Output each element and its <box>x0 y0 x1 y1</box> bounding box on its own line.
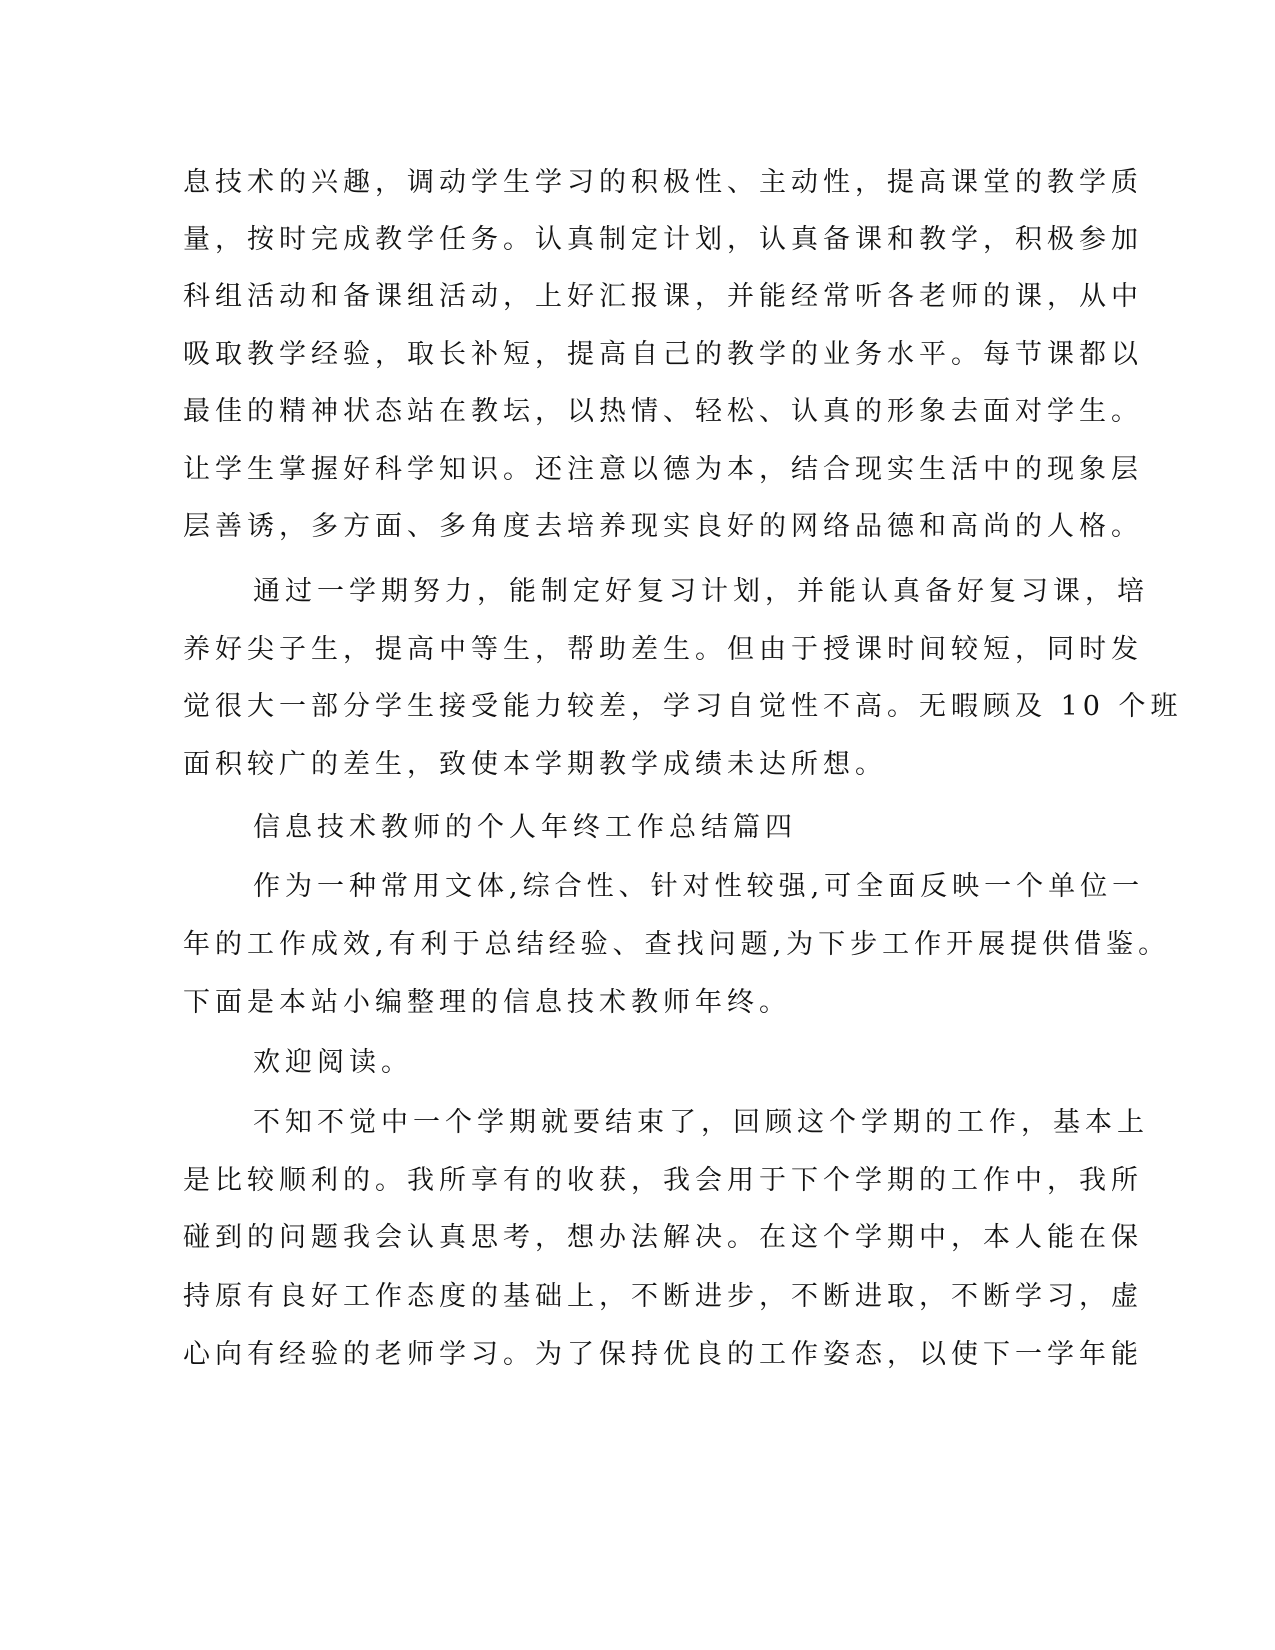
text-line-18: 是比较顺利的。我所享有的收获，我会用于下个学期的工作中，我所 <box>183 1165 1143 1196</box>
text-line-13: 作为一种常用文体,综合性、针对性较强,可全面反映一个单位一 <box>253 871 1145 902</box>
text-line-4: 吸取教学经验，取长补短，提高自己的教学的业务水平。每节课都以 <box>183 339 1143 370</box>
text-line-11: 面积较广的差生，致使本学期教学成绩未达所想。 <box>183 749 887 780</box>
text-line-16: 欢迎阅读。 <box>253 1047 413 1078</box>
text-line-20: 持原有良好工作态度的基础上，不断进步，不断进取，不断学习，虚 <box>183 1281 1143 1312</box>
section-heading: 信息技术教师的个人年终工作总结篇四 <box>253 812 797 843</box>
text-line-9: 养好尖子生，提高中等生，帮助差生。但由于授课时间较短，同时发 <box>183 634 1143 665</box>
text-line-10: 觉很大一部分学生接受能力较差，学习自觉性不高。无暇顾及 10 个班 <box>183 691 1183 722</box>
text-line-15: 下面是本站小编整理的信息技术教师年终。 <box>183 987 791 1018</box>
text-line-8: 通过一学期努力，能制定好复习计划，并能认真备好复习课，培 <box>253 576 1149 607</box>
text-line-17: 不知不觉中一个学期就要结束了，回顾这个学期的工作，基本上 <box>253 1107 1149 1138</box>
text-line-7: 层善诱，多方面、多角度去培养现实良好的网络品德和高尚的人格。 <box>183 511 1143 542</box>
text-line-5: 最佳的精神状态站在教坛，以热情、轻松、认真的形象去面对学生。 <box>183 396 1143 427</box>
text-line-2: 量，按时完成教学任务。认真制定计划，认真备课和教学，积极参加 <box>183 224 1143 255</box>
text-line-3: 科组活动和备课组活动，上好汇报课，并能经常听各老师的课，从中 <box>183 281 1143 312</box>
text-line-1: 息技术的兴趣，调动学生学习的积极性、主动性，提高课堂的教学质 <box>183 167 1143 198</box>
text-line-19: 碰到的问题我会认真思考，想办法解决。在这个学期中，本人能在保 <box>183 1222 1143 1253</box>
text-line-21: 心向有经验的老师学习。为了保持优良的工作姿态，以使下一学年能 <box>183 1339 1143 1370</box>
text-line-14: 年的工作成效,有利于总结经验、查找问题,为下步工作开展提供借鉴。 <box>183 929 1171 960</box>
text-line-6: 让学生掌握好科学知识。还注意以德为本，结合现实生活中的现象层 <box>183 454 1143 485</box>
